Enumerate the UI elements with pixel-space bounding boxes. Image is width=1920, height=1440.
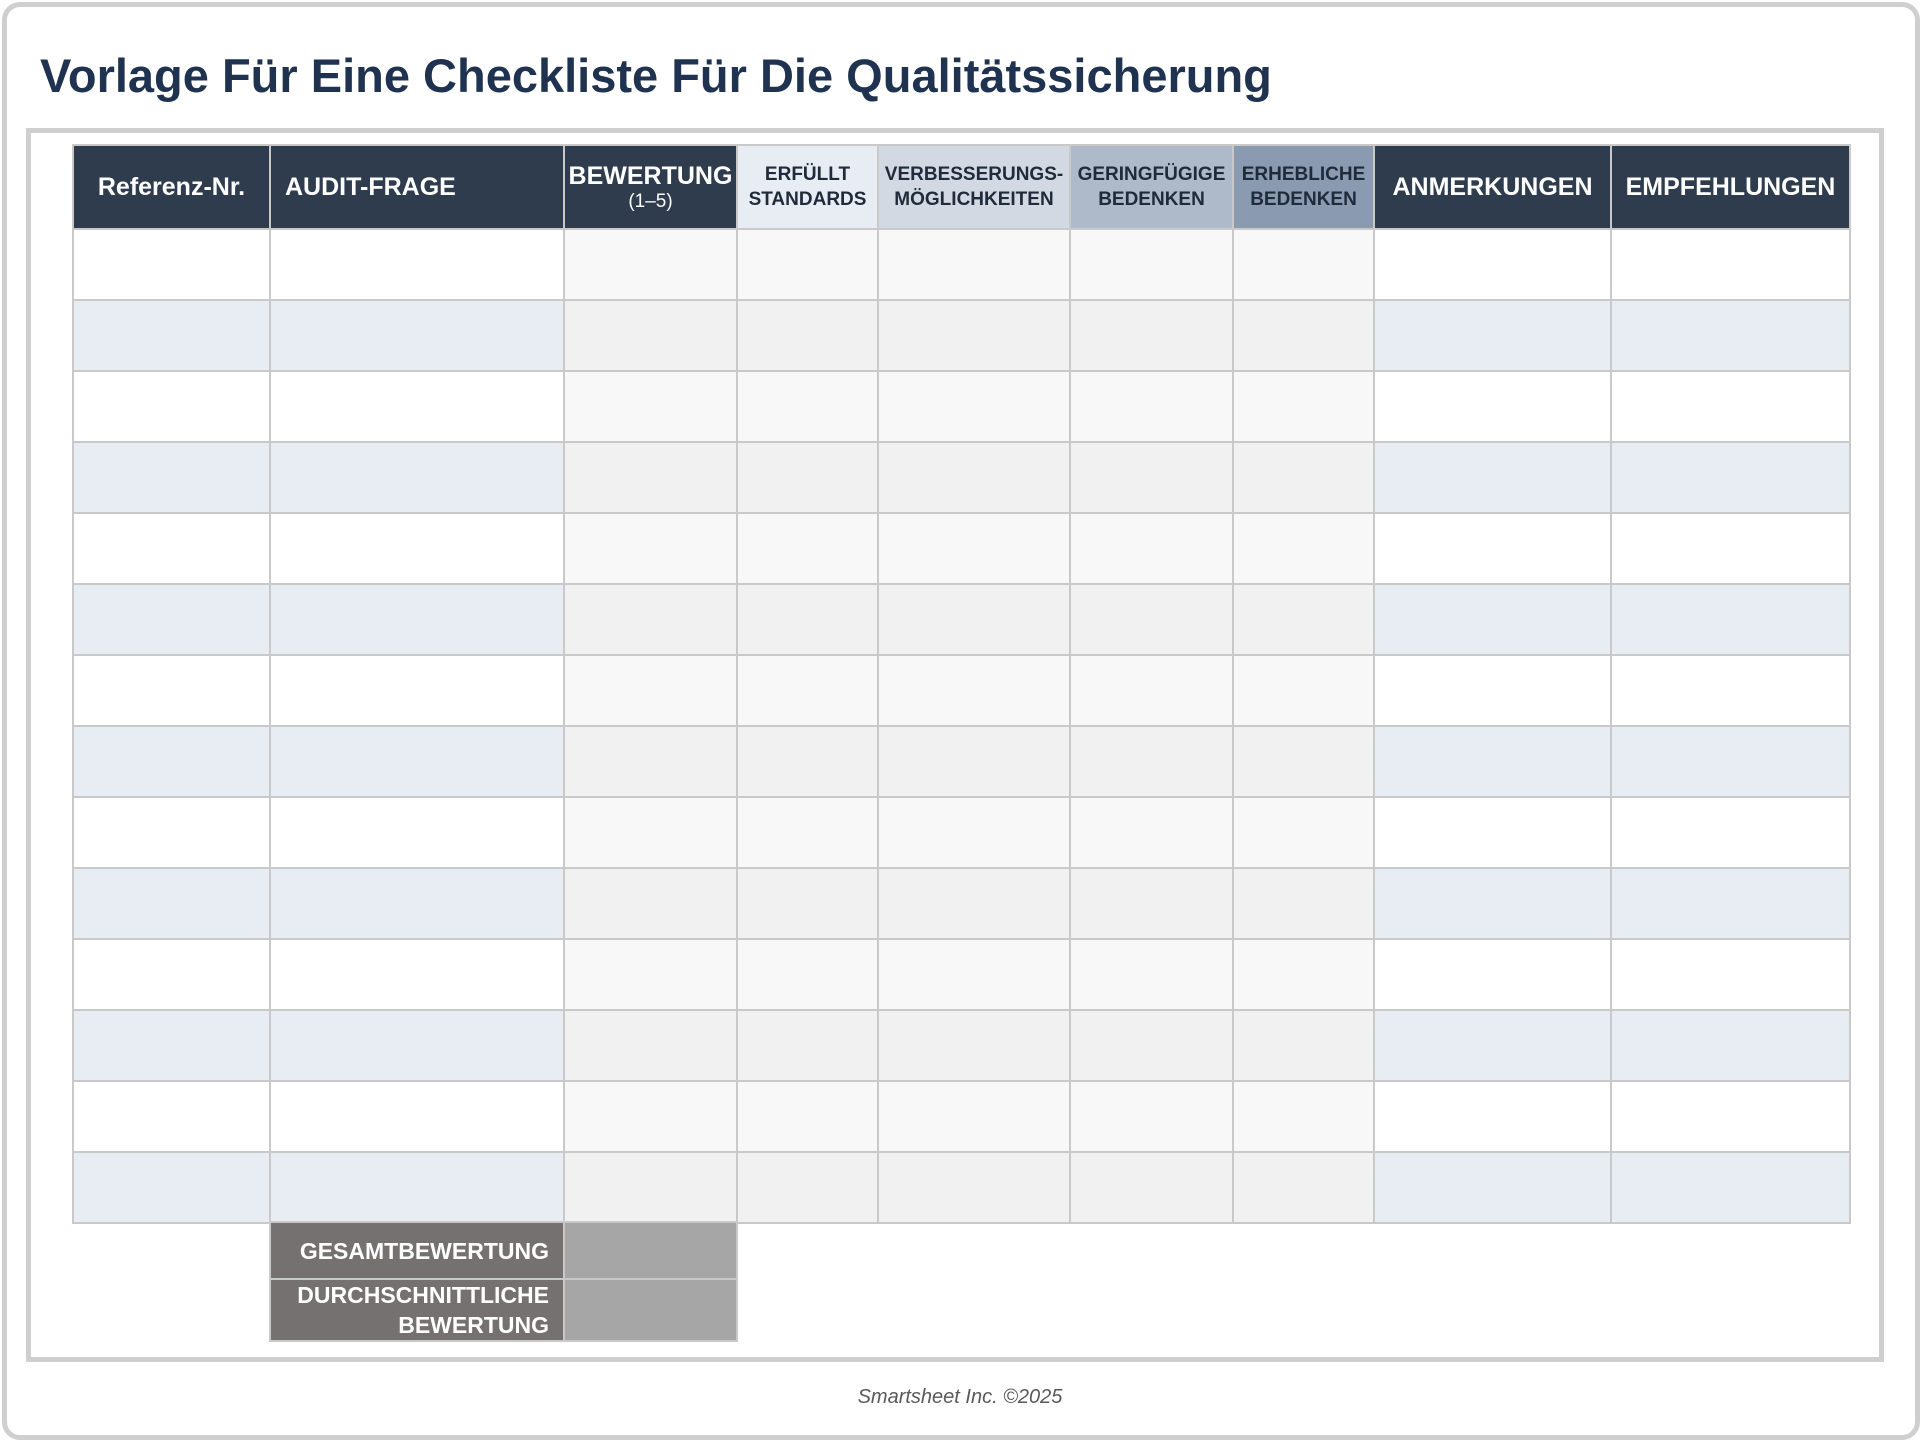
meets-standards-cell[interactable] [737,229,878,300]
minor-header-line2: BEDENKEN [1098,189,1205,210]
minor-concerns-cell[interactable] [1070,726,1233,797]
audit-question-cell[interactable] [270,726,564,797]
notes-cell[interactable] [1374,797,1611,868]
rating-cell[interactable] [564,726,737,797]
col-header-improvement [878,145,1070,229]
table-row [73,868,1850,939]
audit-question-cell[interactable] [270,513,564,584]
reference-cell[interactable] [73,513,270,584]
meets-header-line2: STANDARDS [748,189,867,210]
minor-concerns-cell[interactable] [1070,939,1233,1010]
recommendations-cell[interactable] [1611,300,1850,371]
audit-question-cell[interactable] [270,1081,564,1152]
improvement-cell[interactable] [878,229,1070,300]
notes-cell[interactable] [1374,1010,1611,1081]
summary-total-row [270,1222,737,1279]
meets-header-line1: ERFÜLLT [764,164,851,185]
table-row [73,513,1850,584]
rating-cell[interactable] [564,513,737,584]
notes-cell[interactable] [1374,1081,1611,1152]
table-row [73,655,1850,726]
improvement-cell[interactable] [878,726,1070,797]
minor-concerns-cell[interactable] [1070,371,1233,442]
rating-header-label: BEWERTUNG [568,161,733,190]
rating-header-range: (1–5) [628,190,673,212]
notes-cell[interactable] [1374,442,1611,513]
average-label-line1: DURCHSCHNITTLICHE [297,1282,549,1308]
meets-standards-cell[interactable] [737,939,878,1010]
improve-header-line1: VERBESSERUNGS- [884,164,1064,185]
rating-cell[interactable] [564,300,737,371]
major-concerns-cell[interactable] [1233,442,1374,513]
notes-cell[interactable] [1374,655,1611,726]
col-header-meets-standards [737,145,878,229]
rating-cell[interactable] [564,584,737,655]
major-concerns-cell[interactable] [1233,1010,1374,1081]
summary-average-row [270,1279,737,1341]
col-header-notes: ANMERKUNGEN [1374,145,1611,229]
meets-standards-cell[interactable] [737,868,878,939]
audit-question-cell[interactable] [270,797,564,868]
improvement-cell[interactable] [878,939,1070,1010]
recommendations-cell[interactable] [1611,584,1850,655]
meets-standards-cell[interactable] [737,442,878,513]
meets-standards-cell[interactable] [737,371,878,442]
meets-standards-cell[interactable] [737,655,878,726]
average-rating-label [270,1279,564,1341]
improvement-cell[interactable] [878,1081,1070,1152]
minor-concerns-cell[interactable] [1070,1152,1233,1223]
improvement-cell[interactable] [878,1152,1070,1223]
audit-question-cell[interactable] [270,868,564,939]
improvement-cell[interactable] [878,300,1070,371]
minor-concerns-cell[interactable] [1070,229,1233,300]
audit-checklist-table [72,144,1851,1224]
reference-cell[interactable] [73,726,270,797]
improvement-cell[interactable] [878,371,1070,442]
major-concerns-cell[interactable] [1233,371,1374,442]
total-rating-label: GESAMTBEWERTUNG [270,1222,564,1279]
recommendations-cell[interactable] [1611,442,1850,513]
rating-cell[interactable] [564,371,737,442]
minor-concerns-cell[interactable] [1070,300,1233,371]
reference-cell[interactable] [73,442,270,513]
minor-concerns-cell[interactable] [1070,655,1233,726]
audit-question-cell[interactable] [270,1010,564,1081]
audit-question-cell[interactable] [270,584,564,655]
header-row [73,145,1850,229]
rating-cell[interactable] [564,939,737,1010]
col-header-audit-question: AUDIT-FRAGE [270,145,564,229]
col-header-recommendations: EMPFEHLUNGEN [1611,145,1850,229]
recommendations-cell[interactable] [1611,655,1850,726]
minor-concerns-cell[interactable] [1070,868,1233,939]
footer-copyright: Smartsheet Inc. ©2025 [857,1386,1063,1408]
rating-cell[interactable] [564,442,737,513]
recommendations-cell[interactable] [1611,1081,1850,1152]
recommendations-cell[interactable] [1611,229,1850,300]
audit-question-cell[interactable] [270,229,564,300]
table-row [73,584,1850,655]
rating-cell[interactable] [564,229,737,300]
notes-cell[interactable] [1374,868,1611,939]
table-row [73,797,1850,868]
col-header-reference: Referenz-Nr. [73,145,270,229]
improvement-cell[interactable] [878,868,1070,939]
major-header-line2: BEDENKEN [1250,189,1357,210]
major-concerns-cell[interactable] [1233,1081,1374,1152]
major-concerns-cell[interactable] [1233,797,1374,868]
major-concerns-cell[interactable] [1233,229,1374,300]
minor-concerns-cell[interactable] [1070,442,1233,513]
meets-standards-cell[interactable] [737,1152,878,1223]
col-header-major-concerns [1233,145,1374,229]
reference-cell[interactable] [73,939,270,1010]
minor-concerns-cell[interactable] [1070,797,1233,868]
col-header-rating [564,145,737,229]
minor-concerns-cell[interactable] [1070,513,1233,584]
average-label-line2: BEWERTUNG [398,1312,549,1338]
meets-standards-cell[interactable] [737,797,878,868]
table-row [73,939,1850,1010]
rating-cell[interactable] [564,868,737,939]
notes-cell[interactable] [1374,1152,1611,1223]
notes-cell[interactable] [1374,300,1611,371]
table-row [73,229,1850,300]
major-concerns-cell[interactable] [1233,1152,1374,1223]
reference-cell[interactable] [73,1152,270,1223]
minor-concerns-cell[interactable] [1070,584,1233,655]
summary-table [269,1221,738,1342]
notes-cell[interactable] [1374,939,1611,1010]
reference-cell[interactable] [73,868,270,939]
audit-question-cell[interactable] [270,442,564,513]
recommendations-cell[interactable] [1611,1010,1850,1081]
rating-cell[interactable] [564,655,737,726]
notes-cell[interactable] [1374,726,1611,797]
reference-cell[interactable] [73,655,270,726]
recommendations-cell[interactable] [1611,371,1850,442]
audit-question-cell[interactable] [270,371,564,442]
notes-cell[interactable] [1374,229,1611,300]
col-header-minor-concerns [1070,145,1233,229]
table-row [73,442,1850,513]
minor-header-line1: GERINGFÜGIGE [1077,164,1226,185]
recommendations-cell[interactable] [1611,1152,1850,1223]
rating-cell[interactable] [564,1152,737,1223]
reference-cell[interactable] [73,371,270,442]
reference-cell[interactable] [73,1081,270,1152]
rating-cell[interactable] [564,1081,737,1152]
meets-standards-cell[interactable] [737,300,878,371]
major-concerns-cell[interactable] [1233,300,1374,371]
table-row [73,1081,1850,1152]
improvement-cell[interactable] [878,1010,1070,1081]
improvement-cell[interactable] [878,442,1070,513]
notes-cell[interactable] [1374,584,1611,655]
notes-cell[interactable] [1374,513,1611,584]
reference-cell[interactable] [73,797,270,868]
improvement-cell[interactable] [878,584,1070,655]
reference-cell[interactable] [73,584,270,655]
improvement-cell[interactable] [878,797,1070,868]
major-concerns-cell[interactable] [1233,513,1374,584]
major-header-line1: ERHEBLICHE [1241,164,1366,185]
major-concerns-cell[interactable] [1233,584,1374,655]
reference-cell[interactable] [73,229,270,300]
audit-question-cell[interactable] [270,939,564,1010]
recommendations-cell[interactable] [1611,726,1850,797]
page-title: Vorlage Für Eine Checkliste Für Die Qualitätssicherung [40,49,1272,102]
audit-question-cell[interactable] [270,655,564,726]
audit-question-cell[interactable] [270,1152,564,1223]
major-concerns-cell[interactable] [1233,655,1374,726]
table-row [73,371,1850,442]
notes-cell[interactable] [1374,371,1611,442]
minor-concerns-cell[interactable] [1070,1081,1233,1152]
average-rating-cell[interactable] [564,1279,737,1341]
recommendations-cell[interactable] [1611,868,1850,939]
table-row [73,1152,1850,1223]
audit-question-cell[interactable] [270,300,564,371]
major-concerns-cell[interactable] [1233,939,1374,1010]
meets-standards-cell[interactable] [737,584,878,655]
table-row [73,300,1850,371]
major-concerns-cell[interactable] [1233,726,1374,797]
improve-header-line2: MÖGLICHKEITEN [894,189,1054,210]
meets-standards-cell[interactable] [737,513,878,584]
meets-standards-cell[interactable] [737,726,878,797]
major-concerns-cell[interactable] [1233,868,1374,939]
rating-cell[interactable] [564,1010,737,1081]
recommendations-cell[interactable] [1611,513,1850,584]
improvement-cell[interactable] [878,655,1070,726]
recommendations-cell[interactable] [1611,939,1850,1010]
minor-concerns-cell[interactable] [1070,1010,1233,1081]
checklist-body [73,229,1850,1223]
table-row [73,726,1850,797]
improvement-cell[interactable] [878,513,1070,584]
reference-cell[interactable] [73,1010,270,1081]
recommendations-cell[interactable] [1611,797,1850,868]
total-rating-cell[interactable] [564,1222,737,1279]
reference-cell[interactable] [73,300,270,371]
rating-cell[interactable] [564,797,737,868]
table-row [73,1010,1850,1081]
meets-standards-cell[interactable] [737,1081,878,1152]
meets-standards-cell[interactable] [737,1010,878,1081]
